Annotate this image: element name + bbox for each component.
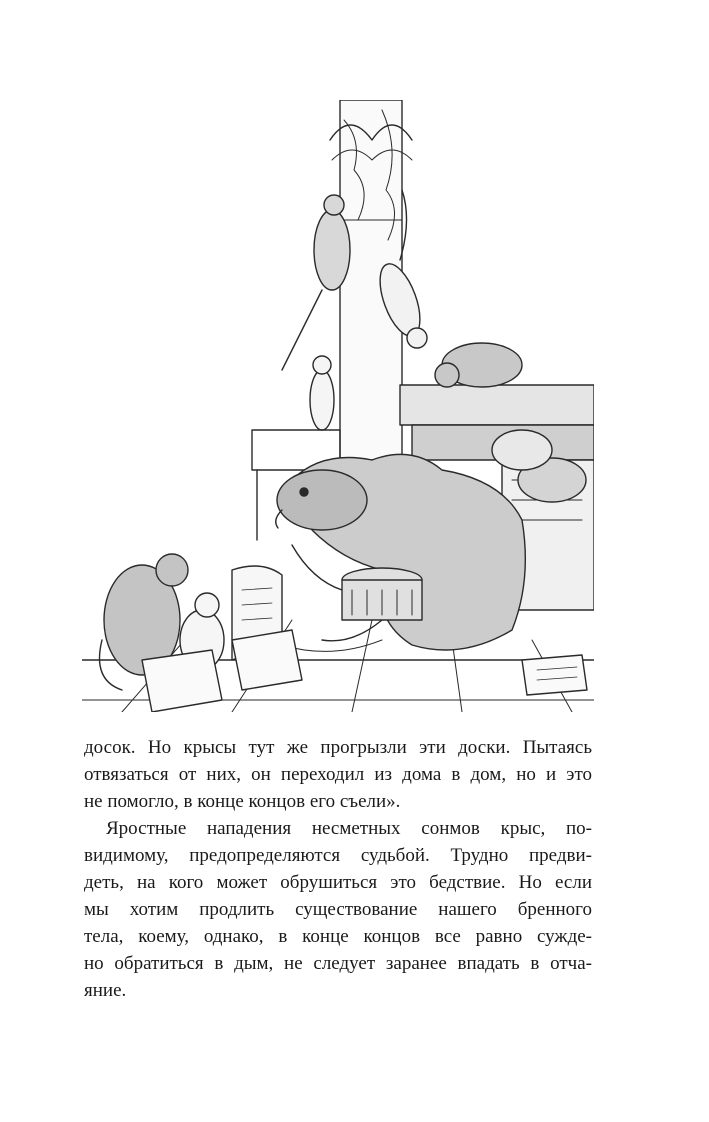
rats-illustration: [82, 100, 594, 712]
text-line: деть, на кого может обрушиться это бедствие. Но если: [84, 872, 592, 893]
text-line: Яростные нападения несметных сонмов крыс, по-: [106, 818, 592, 839]
rats-illustration-drawing: [82, 100, 594, 712]
paragraph-1: [84, 734, 592, 815]
paragraph-2: [84, 815, 592, 1004]
text-line: не помогло, в конце концов его съели».: [84, 791, 401, 812]
text-line: тела, коему, однако, в конце концов все равно сужде-: [84, 926, 592, 947]
text-line: досок. Но крысы тут же прогрызли эти доски. Пытаясь: [84, 737, 592, 758]
text-line: отвязаться от них, он переходил из дома в дом, но и это: [84, 764, 592, 785]
text-line: но обратиться в дым, не следует заранее впадать в отча-: [84, 953, 592, 974]
text-line: мы хотим продлить существование нашего бренного: [84, 899, 592, 920]
body-text: [84, 734, 592, 1004]
text-line: яние.: [84, 980, 127, 1001]
text-line: видимому, предопределяются судьбой. Трудно предви-: [84, 845, 592, 866]
